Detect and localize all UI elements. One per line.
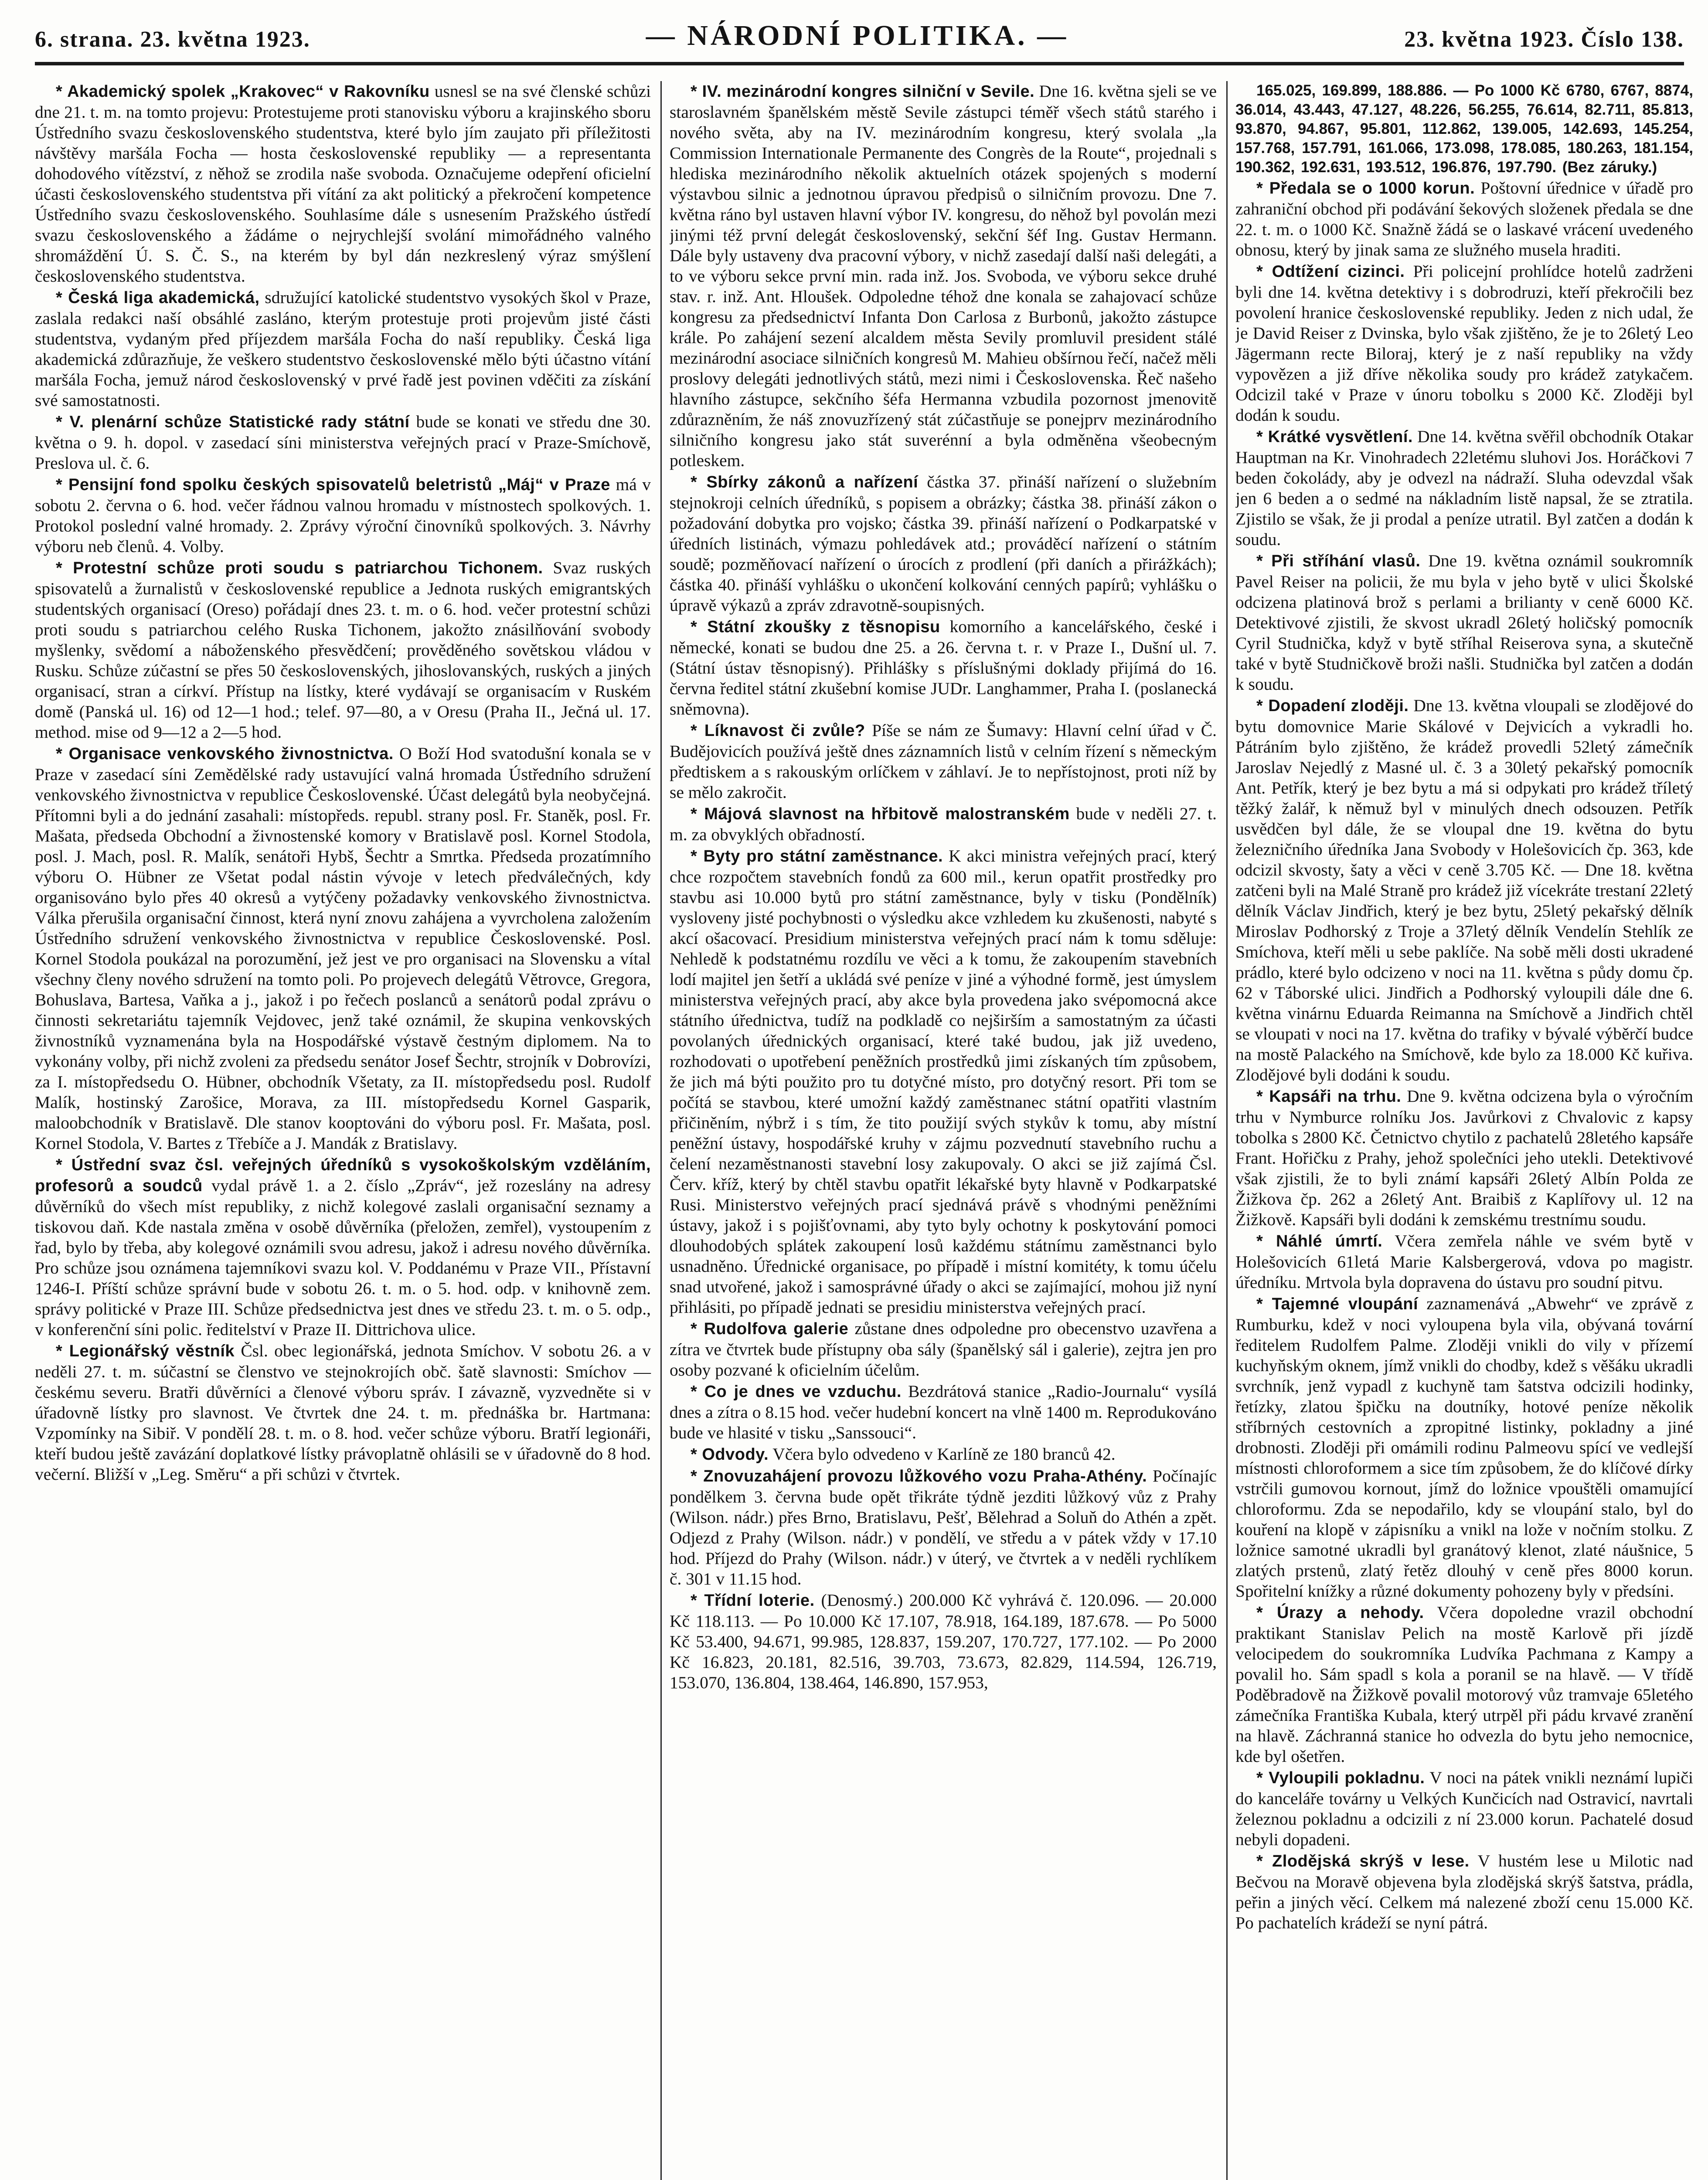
- article-heading: * Byty pro státní zaměstnance.: [691, 847, 943, 865]
- article-heading: * Pensijní fond spolku českých spisovatelů beletristů „Máj“ v Praze: [56, 476, 610, 494]
- article: [670, 617, 1217, 719]
- article-heading: * Vyloupili pokladnu.: [1256, 1769, 1425, 1787]
- article: [670, 720, 1217, 803]
- article-body: částka 37. přináší nařízení o služebním stejnokroji celních úředníků, s popisem a obrázky; částka 38. přináší zákon o požadování dobytka pro vojsko; částka 39. přináší nařízení o Podkarpatské v úředních listinách, výmazu pohledávek atd.; prováděcí nařízení o státním soudě; pozměňovací nařízení o úrocích z prodlení (při daních a přirážkách); částka 40. přináší vyhlášku o ukončení kolkování cenných papírů; vyhlášku o úpravě výkazů a zpráv zdravotně-soupisných.: [670, 472, 1217, 615]
- article: [670, 1318, 1217, 1380]
- article-heading: * Organisace venkovského živnostnictva.: [56, 745, 394, 763]
- article: [1235, 1086, 1693, 1230]
- article: [670, 846, 1217, 1318]
- article-body: Při policejní prohlídce hotelů zadrženi byli dne 14. května detektivy i s dobrodruzi, kteří překročili bez povolení hranice československé republiky. Jeden z nich udal, že je David Reiser z Dvinska, bylo však zjištěno, že je to 26letý Leo Jägermann recte Biloraj, který je z naší republiky na vždy vypovězen a již dříve několika soudy pro krádež zatykačem. Odcizil také v Praze v únoru tobolku s 2000 Kč. Zloději byl dodán k soudu.: [1235, 262, 1693, 425]
- article: [1235, 695, 1693, 1085]
- article: [1235, 1768, 1693, 1850]
- article-body: Včera bylo odvedeno v Karlíně ze 180 branců 42.: [772, 1444, 1116, 1464]
- article-body: Bezdrátová stanice „Radio-Journalu“ vysílá dnes a zítra o 8.15 hod. večer hudební koncert na vlně 1400 m. Reprodukováno bude ve hlasité v tisku „Sanssouci“.: [670, 1382, 1217, 1442]
- article-heading: * Zlodějská skrýš v lese.: [1256, 1852, 1470, 1870]
- header-date-left: 6. strana. 23. května 1923.: [35, 27, 310, 52]
- article: [670, 472, 1217, 616]
- article: [1235, 178, 1693, 260]
- article-body: vydal právě 1. a 2. číslo „Zpráv“, jež rozeslány na adresy důvěrníků do všech míst republiky, z nichž kolegové zaslali organisační seznamy a tiskovou daň. Kde nastala změna v osobě důvěrníka (přeložen, zemřel), vystoupením z řad, bylo by třeba, aby kolegové oznámili svou adresu, jakož i adresu nového důvěrníka. Pro schůze jsou oznámena tajemníkovi svazu kol. V. Poddanému v Praze VII., Přístavní 1246-I. Příští schůze správní bude v sobotu 26. t. m. o 5. hod. odp. v knihovně zem. správy politické v Praze III. Schůze předsednictva jest dnes ve středu 23. t. m. o 5. odp., v konferenční síni polic. ředitelství v Praze II. Dittrichova ulice.: [35, 1176, 651, 1339]
- article-body: bude se konati ve středu dne 30. května o 9. h. dopol. v zasedací síni ministerstva veřejných prací v Praze-Smíchově, Preslova ul. č. 6.: [35, 412, 651, 473]
- article: [1235, 81, 1693, 177]
- article-body: Dne 9. května odcizena byla o výročním trhu v Nymburce rolníku Jos. Javůrkovi z Chvalovic z kapsy tobolka s 2800 Kč. Četnictvo chytilo z pachatelů 28letého kapsáře Frant. Hořičku z Prahy, jehož společníci jeho utekli. Detektivové však zjistili, že to byli známí kapsáři 26letý Albín Polda ze Žižkova čp. 262 a 26letý Ant. Braibiš z Kaplířovy ul. 12 na Žižkově. Kapsáři byli dodáni k zemskému trestnímu soudu.: [1235, 1087, 1693, 1229]
- article-heading: * V. plenární schůze Statistické rady státní: [56, 413, 410, 431]
- article-heading: * Úrazy a nehody.: [1256, 1604, 1424, 1622]
- article: [35, 743, 651, 1154]
- article-heading: * Co je dnes ve vzduchu.: [691, 1383, 902, 1401]
- article-heading: * IV. mezinárodní kongres silniční v Sevile.: [691, 82, 1035, 101]
- column-middle: [670, 81, 1228, 2180]
- article-heading: * Májová slavnost na hřbitově malostranském: [691, 805, 1070, 823]
- article-heading: * Líknavost či zvůle?: [691, 722, 865, 740]
- article-heading: * Protestní schůze proti soudu s patriarchou Tichonem.: [56, 559, 543, 577]
- article: [1235, 1294, 1693, 1601]
- article-heading: * Česká liga akademická,: [56, 289, 260, 307]
- article: [1235, 261, 1693, 426]
- article-heading: * Rudolfova galerie: [691, 1320, 849, 1338]
- article-body: K akci ministra veřejných prací, který chce rozpočtem stavebních fondů za 600 mil., kerun opatřit prostředky pro stavbu asi 10.000 bytů pro státní zaměstnance, byly v tisku (Pondělník) vysloveny jisté pochybnosti o výsledku akce vzhledem ku zkušenosti, nabyté s akcí ošacovací. Presidium ministerstva veřejných prací nám k tomu sděluje: Nehledě k podstatnému rozdílu ve věci a k tomu, že zakoupením stavebních lodí majitel jen šetří a ukládá své peníze v jiné a výhodné formě, jest úmyslem ministerstva veřejných prací, aby akce byla provedena jako svépomocná akce státního úřednictva, tudíž na podkladě co nejširším a samostatným za účasti povolaných úřednických organisací, které také budou, jak již uvedeno, rozhodovati o upotřebení peněžních prostředků jimi získaných tím způsobem, že jich má býti použito pro tu dotyčné místo, pro dotyčný resort. Při tom se počítá se stavbou, které umožní každý zaměstnanec státní opatřiti vlastním přičiněním, nýbrž i s tím, že tito použijí svých stykův k tomu, aby místní peněžní ústavy, hospodářské kruhy v zájmu pozvednutí stavebního ruchu a čelení nezaměstnanosti stavební losy zakupovaly. O akci se již zajímá Čsl. Červ. kříž, který by chtěl stavbu opatřit lékařské byty hlavně v Podkarpatské Rusi. Ministerstvo veřejných prací sjednává právě s vhodnými peněžními ústavy, jakož i s pojišťovnami, aby tyto byly ochotny k poskytování pomoci dlouhodobých splátek zakoupení losů každému státnímu zaměstnanci bylo usnadněno. Úřednické organisace, po případě i místní komitéty, k tomu účelu snad utvořené, jakož i samosprávné úřady o akci se zajímající, mohou již nyní přihlásiti, po případě jednati se presidiu ministerstva veřejných prací.: [670, 846, 1217, 1317]
- article-body: Počínajíc pondělkem 3. června bude opět třikráte týdně jezditi lůžkový vůz z Prahy (Wilson. nádr.) přes Brno, Bratislavu, Pešť, Bělehrad a Soluň do Athén a zpět. Odjezd z Prahy (Wilson. nádr.) v pondělí, ve středu a v pátek vždy v 17.10 hod. Příjezd do Prahy (Wilson. nádr.) v úterý, ve čtvrtek a v neděli rychlíkem č. 301 v 11.15 hod.: [670, 1466, 1217, 1588]
- column-right: [1235, 81, 1693, 2180]
- article-body: Svaz ruských spisovatelů a žurnalistů v československé republice a Jednota ruských emigrantských studentských organisací (Oreso) pořádají dnes 23. t. m. o 6. hod. večer protestní schůzi proti soudu s patriarchou celého Ruska Tichonem, jakožto znásilňování svobody myšlenky, svědomí a náboženského přesvědčení; prověděného sovětskou vládou v Rusku. Schůze zúčastní se přes 50 československých, jihoslovanských, ruských a jiných organisací, stran a církví. Přístup na lístky, které vydávají se organisacím v Ruském domě (Panská ul. 16) od 12—1 hod.; telef. 97—80, a v Oresu (Praha II., Ječná ul. 17. method. mise od 9—12 a 2—5 hod.: [35, 558, 651, 742]
- article: [35, 474, 651, 557]
- article-body: (Denosmý.) 200.000 Kč vyhrává č. 120.096. — 20.000 Kč 118.113. — Po 10.000 Kč 17.107, 78.918, 164.189, 187.678. — Po 5000 Kč 53.400, 94.671, 99.985, 128.837, 159.207, 170.727, 177.102. — Po 2000 Kč 16.823, 20.181, 82.516, 39.703, 73.673, 82.829, 114.594, 126.719, 153.070, 136.804, 138.464, 146.890, 157.953,: [670, 1591, 1217, 1692]
- article-heading: * Odtížení cizinci.: [1256, 262, 1405, 281]
- article-heading: * Sbírky zákonů a nařízení: [691, 473, 919, 491]
- article: [670, 804, 1217, 845]
- article-columns: [35, 65, 1693, 2180]
- article: [1235, 1851, 1693, 1933]
- article-heading: * Akademický spolek „Krakovec“ v Rakovníku: [56, 82, 430, 101]
- article: [35, 1155, 651, 1340]
- article: [670, 81, 1217, 471]
- article-body: zůstane dnes odpoledne pro obecenstvo uzavřena a zítra ve čtvrtek bude přístupny oba sály (španělský sál i galerie), zejtra jen pro osoby pozvané k oficielním účelům.: [670, 1319, 1217, 1380]
- article: [35, 1341, 651, 1485]
- article-heading: * Krátké vysvětlení.: [1256, 428, 1413, 446]
- article: [35, 558, 651, 743]
- article-body: Dne 16. května sjeli se ve staroslavném španělském městě Sevile zástupci téměř všech států starého i nového světa, aby na IV. mezinárodním kongresu, který svolala „la Commission Internationale Permanente des Congrès de la Route“, projednali s hlediska mezinárodního několik aktuelních otázek spojených s moderní výstavbou silnic a jednotnou úpravou předpisů o silničním provozu. Dne 7. května ráno byl ustaven hlavní výbor IV. kongresu, do něhož byl povolán mezi jinými též první delegát československý, sekční šéf Ing. Gustav Hermann. Dále byly ustaveny dva pracovní výbory, v nichž zasedají další naši delegáti, a to ve výboru sekce první min. rada inž. Jos. Svoboda, ve výboru sekce druhé stav. r. inž. Ant. Hloušek. Odpoledne téhož dne konala se zahajovací schůze kongresu za předsednictví Infanta Don Carlosa z Burbonů, jakožto zástupce krále. Po zahájení sezení alcaldem města Sevily promluvil president stálé mezinárodní asociace silničních kongresů M. Mahieu obšírnou řečí, načež měli proslovy delegáti jednotlivých států, mezi nimi i Československa. Řeč našeho hlavního zástupce, sekčního šéfa Hermanna vzbudila pozornost jmenovitě zdůrazněním, že náš znovuzřízený stát zúčastňuje se ponejprv mezinárodního silničního kongresu jako stát suverénní a byla odměněna všeobecným potleskem.: [670, 82, 1217, 470]
- article-heading: * Třídní loterie.: [691, 1591, 815, 1610]
- article-body: V hustém lese u Milotic nad Bečvou na Moravě objevena byla zlodějská skrýš šatstva, prádla, peřin a jiných věcí. Celkem má nalezené zboží cenu 15.000 Kč. Po pachatelích krádeží se nyní pátrá.: [1235, 1851, 1693, 1932]
- article-body: zaznamenává „Abwehr“ ve zprávě z Rumburku, kdež v noci vyloupena byla vila, obývaná tovární ředitelem Rudolfem Palme. Zloději vnikli do vily v přízemí kuchyňským oknem, jímž vnikli do chodby, kdež s věšáku ukradli svrchník, jenž vypadl z kuchyně tam šatstva odcizili hodinky, řetízky, zlatou špičku na doutníky, hotové peníze několik stříbrných cestovních a zpropitné listinky, pokladny a jiné drobnosti. Zloději při omámili rodinu Palmeovu spící ve vedlejší místnosti chloroformem a sice tím způsobem, že do klíčové dírky vstrčili gumovou kornout, jímž do ložnice vpouštěli omamující chloroformu. Zda se nepodařilo, kdy se vloupání stalo, byl do kouření na klopě v zápisníku a vnikl na lože v nočním stolku. Z ložnice samotné ukradli byl granátový klenot, zlaté náušnice, 5 zlatých prstenů, zlatý řetěz dlouhý v ceně přes 8000 korun. Spořitelní knížky a různé dokumenty pohozeny byly v předsíni.: [1235, 1294, 1693, 1601]
- article-body: Dne 14. května svěřil obchodník Otakar Hauptman na Kr. Vinohradech 22letému sluhovi Jos. Horáčkovi 7 beden čokolády, aby je odvezl na nádraží. Sluha odevzdal však jen 6 beden a o sedmé na nákladním listě napsal, že se ztratila. Zjistilo se však, že ji prodal a peníze utratil. Byl zatčen a dodán k soudu.: [1235, 427, 1693, 549]
- article-body: komorního a kancelářského, české i německé, konati se budou dne 25. a 26. června t. r. v Praze I., Dušní ul. 7. (Státní ústav těsnopisný). Přihlášky s příslušnými doklady přijímá do 16. června ředitel státní zkušební komise JUDr. Langhammer, Praha I. (poslanecká sněmovna).: [670, 617, 1217, 719]
- masthead-title: — NÁRODNÍ POLITIKA. —: [646, 20, 1069, 51]
- article: [670, 1444, 1217, 1465]
- article: [1235, 1231, 1693, 1293]
- article-heading: * Tajemné vloupání: [1256, 1295, 1419, 1313]
- column-left: [35, 81, 662, 2180]
- article-body: Čsl. obec legionářská, jednota Smíchov. V sobotu 26. a v neděli 27. t. m. súčastní se členstvo ve stejnokrojích obč. šatě slavnosti: Smíchov — českému severu. Bratři důvěrníci a členové výboru správ. I závazně, vyzvedněte si v úřadovně lístky pro slavnost. Ve čtvrtek dne 24. t. m. přednáška br. Hartmana: Vzpomínky na Sibiř. V pondělí 28. t. m. o 8. hod. večer schůze výboru. Bratří legionáři, kteří budou ještě zavázání doplatkové lístky právoplatně ohlásili se v úřadovně do 8 hod. večerní. Bližší v „Leg. Směru“ a při schůzi v čtvrtek.: [35, 1341, 651, 1484]
- article-heading: * Legionářský věstník: [56, 1342, 235, 1360]
- article-heading: * Při stříhání vlasů.: [1256, 552, 1421, 570]
- article: [1235, 551, 1693, 695]
- article-body: Poštovní úřednice v úřadě pro zahraniční obchod při podávání šekových složenek předala se dne 22. t. m. o 1000 Kč. Snažně žádá se o laskavé vrácení uvedeného obnosu, který by jinak sama ze služného musela hraditi.: [1235, 178, 1693, 259]
- article: [35, 287, 651, 411]
- article-body: V noci na pátek vnikli neznámí lupiči do kanceláře továrny u Velkých Kunčicích nad Ostravicí, navrtali železnou pokladnu a odcizili z ní 23.000 korun. Pachatelé dosud nebyli dopadeni.: [1235, 1768, 1693, 1849]
- article-body: Dne 19. května oznámil soukromník Pavel Reiser na policii, že mu byla v jeho bytě v ulici Školské odcizena platinová brož s perlami a brilianty v ceně 6000 Kč. Detektivové zjistili, že skvost ukradl 26letý holičský pomocník Cyril Studnička, když v bytě stříhal Reiserova syna, a skutečně také v bytě Studničkově broži našli. Studnička byl zatčen a dodán k soudu.: [1235, 551, 1693, 694]
- article-body: Včera zemřela náhle ve svém bytě v Holešovicích 61letá Marie Kalsbergerová, vdova po magistr. úředníku. Mrtvola byla dopravena do ústavu pro soudní pitvu.: [1235, 1231, 1693, 1292]
- page-header: [35, 0, 1684, 65]
- article-body: má v sobotu 2. června o 6. hod. večer řádnou valnou hromadu v místnostech spolkových. 1. Protokol poslední valné hromady. 2. Zprávy výroční činovníků spolkových. 3. Návrhy výboru neb členů. 4. Volby.: [35, 475, 651, 556]
- article-heading: * Kapsáři na trhu.: [1256, 1087, 1402, 1106]
- article-body: 165.025, 169.899, 188.886. — Po 1000 Kč 6780, 6767, 8874, 36.014, 43.443, 47.127, 48.226, 56.255, 76.614, 82.711, 85.813, 93.870, 94.867, 95.801, 112.862, 139.005, 142.693, 145.254, 157.768, 157.791, 161.066, 173.098, 178.085, 180.263, 181.154, 190.362, 192.631, 193.512, 196.876, 197.790. (Bez záruky.): [1235, 82, 1693, 176]
- article-heading: * Předala se o 1000 korun.: [1256, 179, 1475, 198]
- article-body: Píše se nám ze Šumavy: Hlavní celní úřad v Č. Budějovicích používá ještě dnes záznamních listů v celním řízení s německým předtiskem a s rakouským orlíčkem v záhlaví. Je to nepřístojnost, proti níž by se mělo zakročit.: [670, 721, 1217, 802]
- article-body: Dne 13. května vloupali se zlodějové do bytu domovnice Marie Skálové v Dejvicích a vykradli ho. Pátráním bylo zjištěno, že krádež provedli 52letý zámečník Jaroslav Nejedlý z Masné ul. č. 3 a 30letý pekařský pomocník Ant. Petřík, který je bez bytu a má si odpykati pro krádež tříletý těžký žalář, k němuž byl v minulých dnech odsouzen. Petřík usvědčen byl dále, že se vloupal dne 19. května do bytu železničního úředníka Jana Svobody v Holešovicích čp. 363, kde odcizil skvosty, šaty a věci v ceně 3.705 Kč. — Dne 18. května zatčeni byli na Malé Straně pro krádež již vícekráte trestaní 22letý dělník Václav Jindřich, který je bez bytu, 25letý pekařský dělník Miroslav Podhorský z Troje a 37letý dělník Vendelín Stehlík ze Smíchova, kteří měli u sebe paklíče. Na sobě měli dosti ukradené prádlo, které bylo odcizeno v noci na 11. května s půdy domu čp. 62 v Táborské ulici. Jindřich a Podhorský vyloupili dále dne 6. května vinárnu Eduarda Reimanna na Smíchově a Jindřich chtěl se vloupati v noci na 17. května do trafiky v bývalé výběrčí budce na mostě Palackého na Smíchově, kde bylo za 18.000 Kč kuřiva. Zlodějové byli dodáni k soudu.: [1235, 696, 1693, 1084]
- article-body: usnesl se na své členské schůzi dne 21. t. m. na tomto projevu: Protestujeme proti stanovisku výboru a krajinského sboru Ústředního svazu československého studentstva, které bylo jím zaujato při příležitosti návštěvy maršála Focha — hosta československé republiky — a representanta dohodového vítězství, z něhož se zrodila naše svoboda. Označujeme odepření oficielní účasti československého studentstva při vítání za akt politický a překročení kompetence Ústředního svazu československého. Souhlasíme dále s usnesením Pražského ústředí svazu československého a žádáme o nejrychlejší svolání mimořádného valného shromáždění Ú. S. Č. S., na kterém by byl dán nezkreslený výraz smýšlení československého studentstva.: [35, 82, 651, 286]
- article: [1235, 426, 1693, 550]
- article-body: O Boží Hod svatodušní konala se v Praze v zasedací síni Zemědělské rady ustavující valná hromada Ústředního sdružení venkovského živnostnictva v republice Československé. Účast delegátů byla neobyčejná. Přítomni byli a do jednání zasahali: místopředs. republ. strany posl. Fr. Staněk, posl. Fr. Mašata, předseda Obchodní a živnostenské komory v Bratislavě posl. Kornel Stodola, posl. J. Mach, posl. R. Malík, senátoři Hybš, Šechtr a Smrtka. Předseda prozatímního výboru O. Hübner ze Všetat podal nástin vývoje v letech předválečných, kdy organisováno bylo přes 40 okresů a vytýčeny požadavky venkovského živnostnictva. Válka přerušila organisační činnost, která nyní znovu zahájena a vyvrcholena založením Ústředního sdružení venkovského živnostnictva v republice Československé. Posl. Kornel Stodola poukázal na porozumění, jež jest ve pro organisaci na Slovensku a vítal všechny členy nového sdružení na tomto poli. Po projevech delegátů Větrovce, Gregora, Bohuslava, Bartesa, Vaňka a j., jakož i po řečech poslanců a senátorů podal zprávu o činnosti sekretariátu tajemník Vejdovec, jenž také oznámil, že skupina venkovských živnostníků vyznamenána byla na Hospodářské výstavě čestným diplomem. Na to vykonány volby, při nichž zvoleni za předsedu senátor Josef Šechtr, strojník v Dobrovízi, za I. místopředsedu O. Hübner, obchodník Všetaty, za II. místopředsedu posl. Rudolf Malík, hostinský Zarošice, Morava, za III. místopředsedu Kornel Gasparik, maloobchodník v Bratislavě. Dle stanov kooptováni do výboru posl. Fr. Mašata, posl. Kornel Stodola, V. Bartes z Třebíče a J. Mandák z Bratislavy.: [35, 744, 651, 1153]
- article-body: bude v neděli 27. t. m. za obvyklých obřadností.: [670, 804, 1217, 844]
- article: [670, 1466, 1217, 1589]
- article-heading: * Odvody.: [691, 1445, 769, 1464]
- article-heading: * Náhlé úmrtí.: [1256, 1232, 1383, 1250]
- article: [670, 1381, 1217, 1443]
- article-heading: * Dopadení zloději.: [1256, 697, 1409, 715]
- article-heading: * Znovuzahájení provozu lůžkového vozu Praha-Athény.: [691, 1467, 1147, 1485]
- article: [35, 81, 651, 286]
- article-body: Včera dopoledne vrazil obchodní praktikant Stanislav Pelich na mostě Karlově při jízdě velocipedem do soukromníka Ludvíka Pachmana z Kampy a povalil ho. Sám spadl s kola a poranil se na hlavě. — V třídě Poděbradově na Žižkově povalil motorový vůz tramvaje 65letého zámečníka Františka Kubala, který utrpěl při pádu krvavé zranění na hlavě. Záchranná stanice ho odvezla do bytu jeho nemocnice, kde byl ošetřen.: [1235, 1603, 1693, 1766]
- article-heading: * Ústřední svaz čsl. veřejných úředníků s vysokoškolským vzděláním, profesorů a soudců: [35, 1156, 651, 1195]
- article: [1235, 1602, 1693, 1767]
- article: [670, 1590, 1217, 1693]
- article-body: sdružující katolické studentstvo vysokých škol v Praze, zaslala redakci naší obsáhlé zaslánо, kterým protestuje proti projevům jisté části studentstva, vydaným před příjezdem maršála Focha do naší republiky. Česká liga akademická zdůrazňuje, že veškero studentstvo československé mělo býti účastno vítání maršála Focha, jemuž národ československý v prvé řadě jest povinen vděčiti za získání své samostatnosti.: [35, 288, 651, 410]
- article: [35, 412, 651, 473]
- article-heading: * Státní zkoušky z těsnopisu: [691, 618, 940, 636]
- header-date-right: 23. května 1923. Číslo 138.: [1404, 27, 1684, 52]
